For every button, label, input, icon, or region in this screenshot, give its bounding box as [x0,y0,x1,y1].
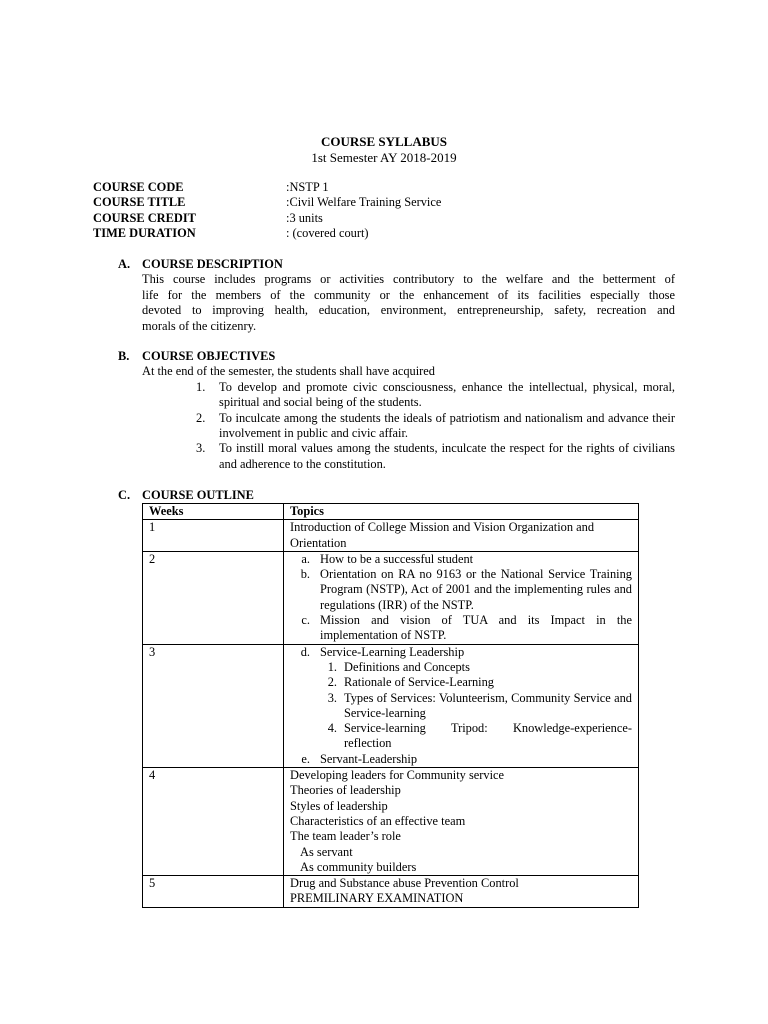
item-text: Rationale of Service-Learning [344,675,495,690]
item-text: To develop and promote civic consciousness, enhance the intellectual, physical, moral, spiritual and social being of the students. [219,379,675,410]
item-text: To instill moral values among the students, inculcate the respect for the rights of civilians and adherence to the constitution. [219,441,675,471]
section-outline [118,488,675,503]
paragraph-line: life for the members of the community or the enhancement of its facilities especially those [142,287,675,302]
topic-line: As community builders [300,859,417,874]
item-number: 2. [196,410,206,425]
section-heading [118,257,675,272]
topic-cell [284,551,639,644]
item-text: Service-Learning Leadership [320,644,465,659]
section-objectives [118,349,675,472]
list-item [196,441,675,472]
week-cell: 5 [143,876,284,908]
sub-item [320,675,632,690]
topic-line: PREMILINARY EXAMINATION [290,891,464,906]
info-row-duration [93,226,513,241]
column-header-weeks: Weeks [143,504,284,520]
item-marker: 2. [327,675,337,690]
info-label: TIME DURATION [93,225,196,240]
info-row-title [93,195,513,210]
section-title: COURSE DESCRIPTION [142,257,283,271]
objectives-list [196,380,675,472]
item-marker: e. [301,751,310,766]
item-text: Types of Services: Volunteerism, Community Service and Service-learning [344,690,632,720]
section-description [118,257,675,334]
info-row-code [93,180,513,195]
info-row-credit [93,211,513,226]
item-number: 3. [196,441,206,456]
list-item [196,380,675,411]
paragraph-line: This course includes programs or activities contributory to the welfare and the betterment of [142,272,675,287]
paragraph-line: devoted to improving health, education, environment, entrepreneurship, safety, recreation and [142,303,675,318]
topic-item [290,752,632,767]
info-value: :NSTP 1 [286,180,329,194]
info-label: COURSE CODE [93,180,184,194]
course-info [93,180,513,241]
topic-cell [284,876,639,908]
section-letter: C. [118,488,131,502]
item-marker: 3. [327,690,337,705]
week-cell: 1 [143,520,284,552]
paragraph-line: morals of the citizenry. [142,318,257,333]
section-title: COURSE OUTLINE [142,488,254,502]
info-label: COURSE TITLE [93,195,186,210]
item-marker: 1. [327,659,337,674]
topic-item [290,613,632,644]
info-value: :Civil Welfare Training Service [286,195,442,210]
topic-line: Characteristics of an effective team [290,813,466,828]
table-row [143,551,639,644]
sub-item [320,721,632,752]
week-cell: 3 [143,644,284,767]
table-row [143,644,639,767]
info-value: :3 units [286,210,323,225]
table-header-row [143,504,639,520]
section-heading [118,488,675,503]
topic-cell [284,768,639,876]
item-text: Definitions and Concepts [344,659,470,674]
page-title: COURSE SYLLABUS [320,134,448,149]
objectives-intro: At the end of the semester, the students shall have acquired [142,364,436,379]
info-value: : (covered court) [286,225,369,240]
item-marker: d. [300,644,310,659]
section-letter: B. [118,349,130,363]
item-text: Service-learning Tripod: Knowledge-experience-reflection [344,721,632,751]
week-cell: 2 [143,551,284,644]
section-letter: A. [118,257,131,271]
page-subtitle: 1st Semester AY 2018-2019 [311,150,457,165]
table-row [143,520,639,552]
topic-line: As servant [300,844,353,859]
item-text: Servant-Leadership [320,751,418,766]
item-number: 1. [196,379,206,394]
item-text: How to be a successful student [320,551,474,566]
topic-line: Drug and Substance abuse Prevention Control [290,876,519,891]
sub-item [320,660,632,675]
section-heading [118,349,675,364]
description-paragraph [142,272,675,334]
topic-item [290,567,632,613]
item-marker: a. [301,551,310,566]
item-marker: 4. [327,721,337,736]
topic-item [290,645,632,660]
table-row [143,876,639,908]
section-title: COURSE OBJECTIVES [142,349,276,363]
topic-line: The team leader’s role [290,829,401,844]
topic-cell: Introduction of College Mission and Vision Organization and Orientation [284,520,639,552]
item-text: Orientation on RA no 9163 or the National Service Training Program (NSTP), Act of 2001 and the implementing rules and regulations (IRR) of the NSTP. [320,567,632,612]
item-text: Mission and vision of TUA and its Impact in the implementation of NSTP. [320,613,632,643]
column-header-topics: Topics [284,504,639,520]
item-marker: c. [301,613,310,628]
topic-line: Developing leaders for Community service [290,768,505,783]
item-text: To inculcate among the students the ideals of patriotism and nationalism and advance their involvement in public and civic affair. [219,410,675,441]
outline-table [142,503,639,908]
info-label: COURSE CREDIT [93,210,196,225]
topic-line: Theories of leadership [290,783,401,798]
list-item [196,411,675,442]
topic-cell [284,644,639,767]
topic-line: Styles of leadership [290,798,388,813]
item-marker: b. [300,567,310,582]
week-cell: 4 [143,768,284,876]
sub-item [320,691,632,722]
topic-item [290,552,632,567]
table-row [143,768,639,876]
